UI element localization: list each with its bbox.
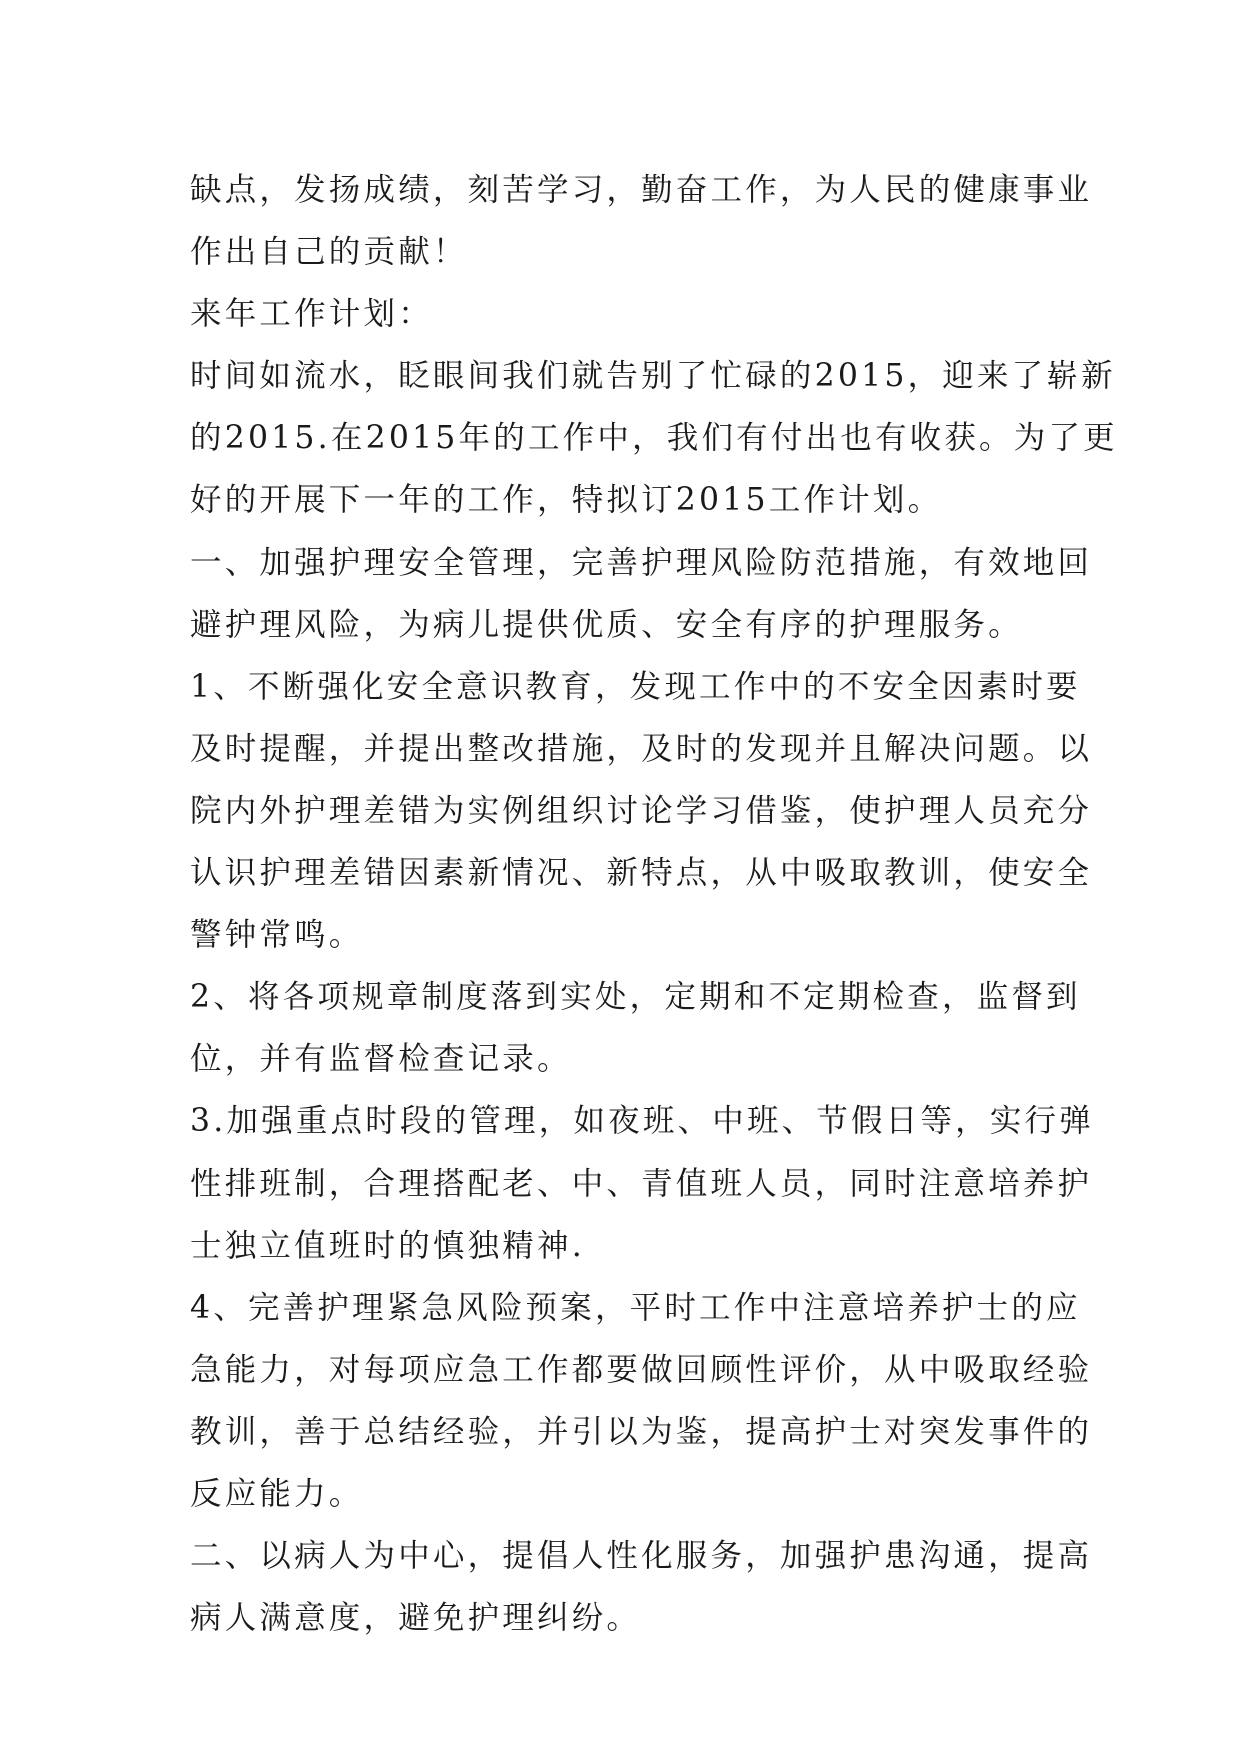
paragraph-item-1	[190, 656, 1093, 966]
text-line: 来年工作计划：	[190, 296, 433, 333]
text-line: 急能力，对每项应急工作都要做回顾性评价，从中吸取经验	[190, 1351, 1093, 1388]
text-line: 一、加强护理安全管理，完善护理风险防范措施，有效地回	[190, 544, 1093, 581]
text-line: 避护理风险，为病儿提供优质、安全有序的护理服务。	[190, 606, 1023, 643]
paragraph-item-4	[190, 1277, 1093, 1525]
text-line: 2、将各项规章制度落到实处，定期和不定期检查，监督到	[190, 979, 1081, 1016]
text-line: 认识护理差错因素新情况、新特点，从中吸取教训，使安全	[190, 855, 1093, 892]
document-body	[190, 159, 1118, 1649]
text-line: 及时提醒，并提出整改措施，及时的发现并且解决问题。以	[190, 730, 1093, 767]
text-line: 时间如流水，眨眼间我们就告别了忙碌的2015，迎来了崭新	[190, 358, 1116, 395]
text-line: 1、不断强化安全意识教育，发现工作中的不安全因素时要	[190, 668, 1081, 705]
text-line: 二、以病人为中心，提倡人性化服务，加强护患沟通，提高	[190, 1538, 1093, 1575]
text-line: 反应能力。	[190, 1475, 364, 1512]
paragraph-intro	[190, 345, 1118, 531]
paragraph-item-3	[190, 1090, 1094, 1276]
text-line: 病人满意度，避免护理纠纷。	[190, 1600, 642, 1637]
paragraph-section-two	[190, 1525, 1093, 1649]
text-line: 位，并有监督检查记录。	[190, 1041, 572, 1078]
paragraph-conclusion	[190, 159, 1093, 283]
paragraph-section-one	[190, 532, 1093, 656]
text-line: 作出自己的贡献！	[190, 234, 468, 271]
text-line: 的2015.在2015年的工作中，我们有付出也有收获。为了更	[190, 420, 1118, 457]
text-line: 性排班制，合理搭配老、中、青值班人员，同时注意培养护	[190, 1165, 1093, 1202]
text-line: 院内外护理差错为实例组织讨论学习借鉴，使护理人员充分	[190, 792, 1093, 829]
text-line: 4、完善护理紧急风险预案，平时工作中注意培养护士的应	[190, 1289, 1081, 1326]
text-line: 缺点，发扬成绩，刻苦学习，勤奋工作，为人民的健康事业	[190, 172, 1093, 208]
paragraph-item-2	[190, 966, 1081, 1090]
section-heading-next-year-plan	[190, 283, 1070, 345]
text-line: 教训，善于总结经验，并引以为鉴，提高护士对突发事件的	[190, 1413, 1093, 1450]
text-line: 3.加强重点时段的管理，如夜班、中班、节假日等，实行弹	[190, 1103, 1094, 1140]
text-line: 警钟常鸣。	[190, 917, 364, 954]
text-line: 好的开展下一年的工作，特拟订2015工作计划。	[190, 482, 943, 519]
text-line: 士独立值班时的慎独精神.	[190, 1227, 585, 1264]
